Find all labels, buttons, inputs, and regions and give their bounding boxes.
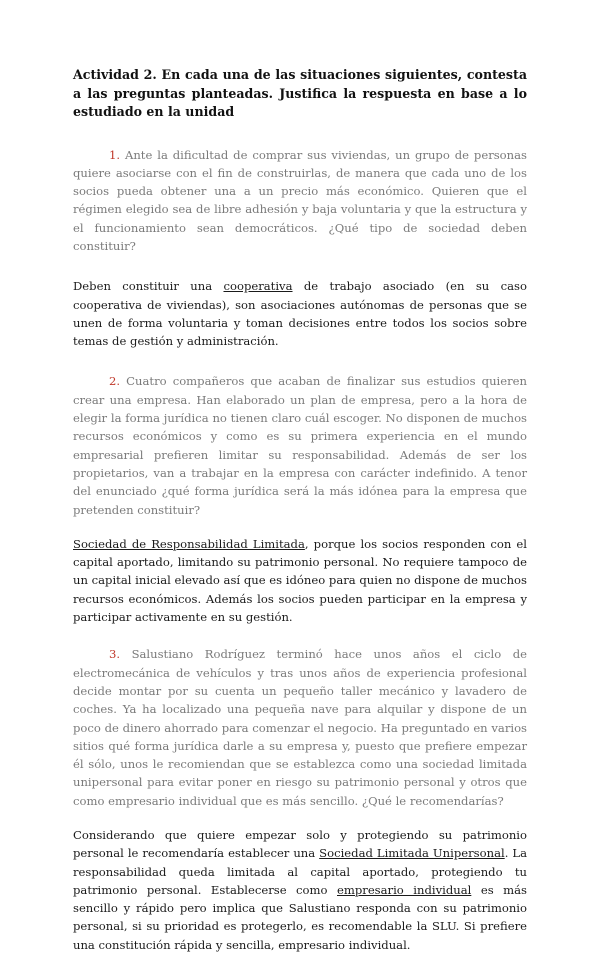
answer-text: . La responsabilidad queda limitada al capital aportado, protegiendo tu patrimonio personal. Establecerse como xyxy=(73,846,527,897)
answer-text: Deben constituir una xyxy=(73,279,224,294)
question-text: Salustiano Rodríguez terminó hace unos años el ciclo de electromecánica de vehículos y tras unos años de experiencia profesional decide montar por su cuenta un pequeño taller mecánico y lavadero de coches. Ya ha localizado una pequeña nave para alquilar y dispone de un poco de dinero ahorrado para comenzar el negocio. Ha preguntado en varios sitios qué forma jurídica darle a su empresa y, puesto que prefiere empezar él sólo, unos le recomiendan que se establezca como una sociedad limitada unipersonal para evitar poner en riesgo su patrimonio personal y otros que como empresario individual que es más sencillo. ¿Qué le recomendarías? xyxy=(73,647,527,808)
question-3 xyxy=(73,645,527,810)
answer-term: Sociedad de Responsabilidad Limitada xyxy=(73,536,305,551)
answer-text: , porque los socios responden con el capital aportado, limitando su patrimonio personal. No requiere tampoco de un capital inicial elevado así que es idóneo para quien no dispone de muchos recursos económicos. Además los socios pueden participar en la empresa y participar activamente en su gestión. xyxy=(73,536,527,625)
question-number: 3. xyxy=(109,647,121,662)
answer-3 xyxy=(73,826,527,954)
question-2 xyxy=(73,372,527,518)
answer-term: Sociedad Limitada Unipersonal xyxy=(319,846,505,861)
answer-text: es más sencillo y rápido pero implica que Salustiano responda con su patrimonio personal, si su prioridad es protegerlo, es recomendable la SLU. Si prefiere una constitución rápida y sencilla, empresario individual. xyxy=(73,882,527,952)
answer-1 xyxy=(73,277,527,350)
answer-term: cooperativa xyxy=(223,279,293,294)
answer-2 xyxy=(73,535,527,626)
question-1 xyxy=(73,146,527,256)
question-number: 2. xyxy=(109,374,121,389)
answer-text: de trabajo asociado (en su caso cooperativa de viviendas), son asociaciones autónomas de personas que se unen de forma voluntaria y toman decisiones entre todos los socios sobre temas de gestión y administración. xyxy=(73,279,527,349)
answer-text: Considerando que quiere empezar solo y protegiendo su patrimonio personal le recomendaría establecer una xyxy=(73,828,527,861)
activity-heading: Actividad 2. En cada una de las situaciones siguientes, contesta a las preguntas planteadas. Justifica la respuesta en base a lo estudiado en la unidad xyxy=(73,67,527,119)
question-number: 1. xyxy=(109,147,121,162)
question-text: Ante la dificultad de comprar sus viviendas, un grupo de personas quiere asociarse con el fin de construirlas, de manera que cada uno de los socios pueda obtener una a un precio más económico. Quieren que el régimen elegido sea de libre adhesión y baja voluntaria y que la estructura y el funcionamiento sean democráticos. ¿Qué tipo de sociedad deben constituir? xyxy=(73,147,527,253)
question-text: Cuatro compañeros que acaban de finalizar sus estudios quieren crear una empresa. Han elaborado un plan de empresa, pero a la hora de elegir la forma jurídica no tienen claro cuál escoger. No disponen de muchos recursos económicos y como es su primera experiencia en el mundo empresarial prefieren limitar su responsabilidad. Además de ser los propietarios, van a trabajar en la empresa con carácter indefinido. A tenor del enunciado ¿qué forma jurídica será la más idónea para la empresa que pretenden constituir? xyxy=(73,374,527,517)
answer-term: empresario individual xyxy=(337,882,472,897)
